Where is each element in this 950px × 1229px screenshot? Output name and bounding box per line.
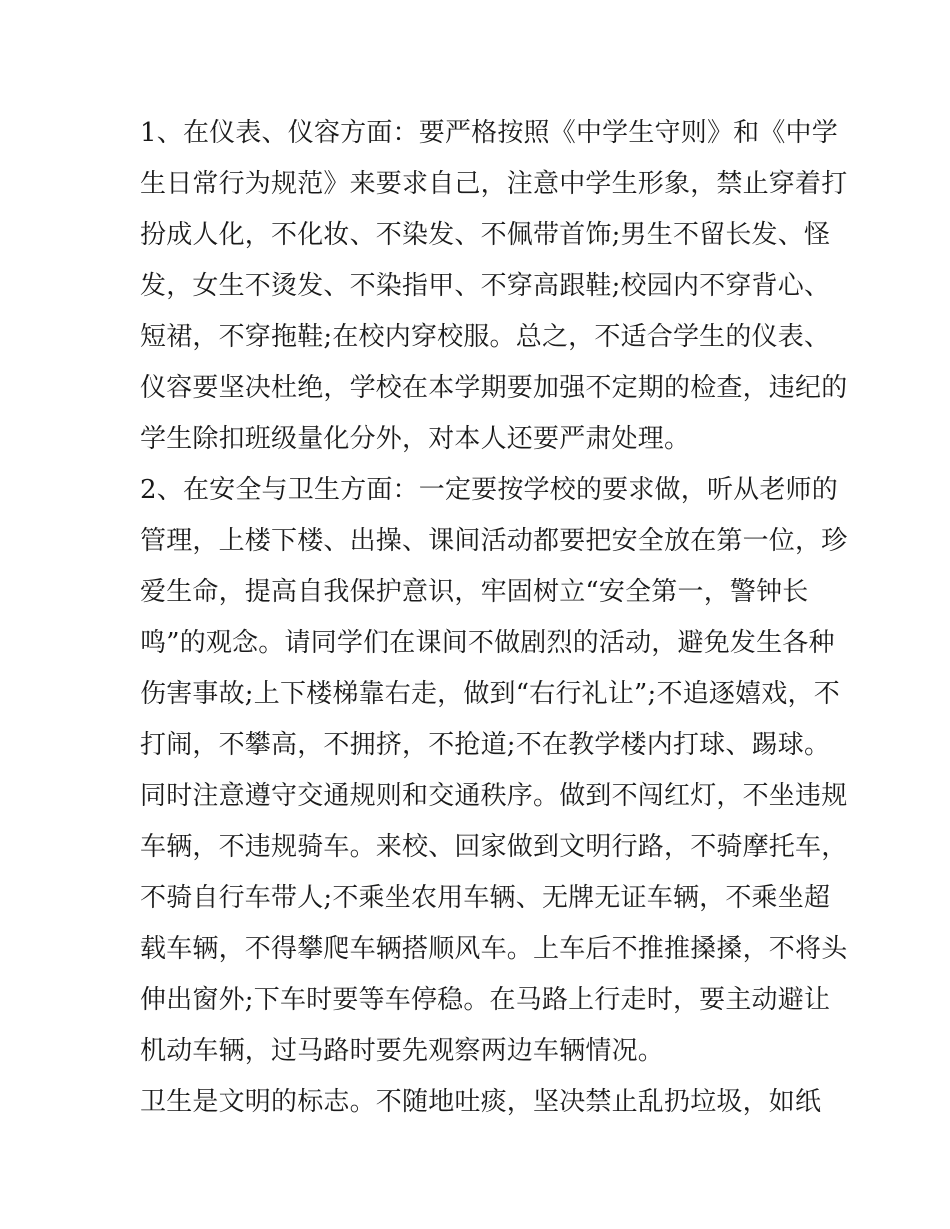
- text-line: 管理，上楼下楼、出操、课间活动都要把安全放在第一位，珍: [140, 526, 848, 556]
- text-line: 学生除扣班级量化分外，对本人还要严肃处理。: [140, 424, 691, 454]
- text-line: 扮成人化，不化妆、不染发、不佩带首饰;男生不留长发、怪: [140, 220, 831, 250]
- text-line: 发，女生不烫发、不染指甲、不穿高跟鞋;校园内不穿背心、: [140, 271, 831, 301]
- text-line: 伸出窗外;下车时要等车停稳。在马路上行走时，要主动避让: [140, 985, 831, 1015]
- text-line: 伤害事故;上下楼梯靠右走，做到“右行礼让”;不追逐嬉戏，不: [140, 679, 840, 709]
- text-line: 机动车辆，过马路时要先观察两边车辆情况。: [140, 1036, 665, 1066]
- text-line: 鸣”的观念。请同学们在课间不做剧烈的活动，避免发生各种: [140, 628, 835, 658]
- text-line: 仪容要坚决杜绝，学校在本学期要加强不定期的检查，违纪的: [140, 373, 848, 403]
- text-line: 1、在仪表、仪容方面：要严格按照《中学生守则》和《中学: [140, 118, 838, 148]
- text-line: 不骑自行车带人;不乘坐农用车辆、无牌无证车辆，不乘坐超: [140, 883, 831, 913]
- text-line: 车辆，不违规骑车。来校、回家做到文明行路，不骑摩托车，: [140, 832, 848, 862]
- text-line: 载车辆，不得攀爬车辆搭顺风车。上车后不推推搡搡，不将头: [140, 934, 848, 964]
- text-line: 短裙，不穿拖鞋;在校内穿校服。总之，不适合学生的仪表、: [140, 322, 831, 352]
- text-line: 爱生命，提高自我保护意识，牢固树立“安全第一，警钟长: [140, 577, 809, 607]
- document-body: [140, 108, 848, 1128]
- text-line: 打闹，不攀高，不拥挤，不抢道;不在教学楼内打球、踢球。: [140, 730, 831, 760]
- text-line: 同时注意遵守交通规则和交通秩序。做到不闯红灯，不坐违规: [140, 781, 848, 811]
- text-line: 2、在安全与卫生方面：一定要按学校的要求做，听从老师的: [140, 475, 838, 505]
- text-line: 生日常行为规范》来要求自己，注意中学生形象，禁止穿着打: [140, 169, 848, 199]
- text-line: 卫生是文明的标志。不随地吐痰，坚决禁止乱扔垃圾，如纸: [140, 1087, 822, 1117]
